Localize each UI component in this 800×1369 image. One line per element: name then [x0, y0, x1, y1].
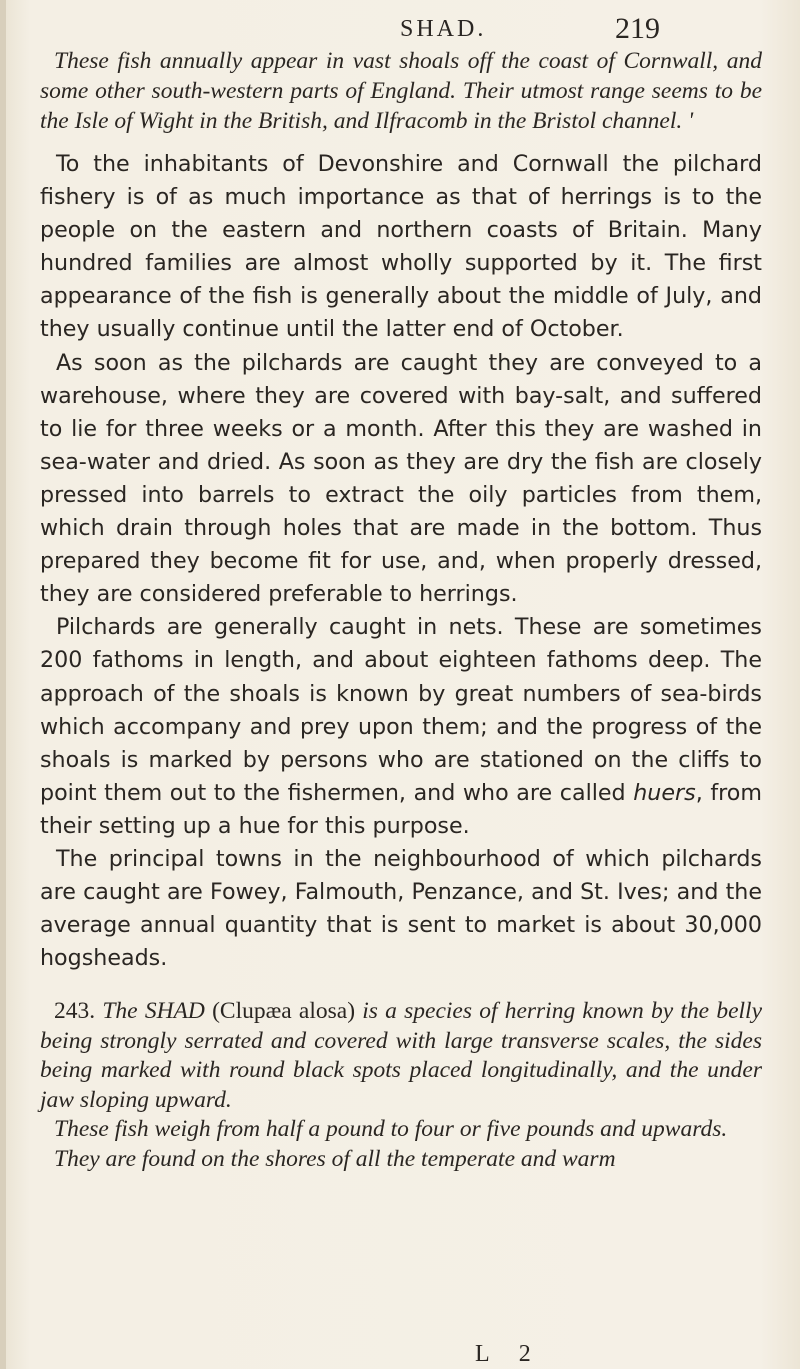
entry-number: 243. — [54, 998, 96, 1025]
nets-text-before: Pilchards are generally caught in nets. These are sometimes 200 fathoms in length, and about eighteen fathoms deep. The approach of the shoals is known by great numbers of sea-birds which accompany and prey upon them; and the progress of the shoals is marked by persons who are stationed on the cliffs to point them out to the fishermen, and who are called — [40, 614, 762, 806]
entry-name-prefix: The — [102, 998, 138, 1025]
page-header — [0, 6, 800, 46]
paragraph-curing: As soon as the pilchards are caught they are conveyed to a warehouse, where they are covered with bay-salt, and suffered to lie for three weeks or a month. After this they are washed in sea-water and dried. As soon as they are dry the fish are closely pressed into barrels to extract the oily particles from them, which drain through holes that are made in the bottom. Thus prepared they become fit for use, and, when properly dressed, they are considered preferable to herrings. — [40, 349, 762, 608]
range-note: These fish annually appear in vast shoals off the coast of Cornwall, and some other south-western parts of England. Their utmost range seems to be the Isle of Wight in the British, and Ilfracomb in the Bristol channel. ' — [40, 48, 762, 134]
paragraph-pilchard-fishery: To the inhabitants of Devonshire and Cornwall the pilchard fishery is of as much importance as that of herrings is to the people on the eastern and northern coasts of Britain. Many hundred families are almost wholly supported by it. The first appearance of the fish is generally about the middle of July, and they usually continue until the latter end of October. — [40, 151, 762, 343]
paragraph-nets — [40, 611, 762, 843]
page-gutter — [0, 0, 6, 1369]
paragraph-towns: The principal towns in the neighbourhood of which pilchards are caught are Fowey, Falmouth, Penzance, and St. Ives; and the average annual quantity that is sent to market is about 30,000 hogsheads. — [40, 845, 762, 972]
running-head: SHAD. — [400, 16, 487, 42]
page-number: 219 — [615, 12, 660, 45]
page-body — [40, 46, 762, 1174]
huers-term: huers — [633, 779, 696, 806]
shad-weight: These fish weigh from half a pound to four or five pounds and upwards. — [54, 1116, 728, 1143]
nets-text-after: , from their setting up a hue for this purpose. — [40, 779, 762, 839]
shad-entry — [40, 997, 762, 1115]
shad-habitat: They are found on the shores of all the temperate and warm — [54, 1145, 616, 1172]
entry-name: SHAD — [144, 998, 205, 1025]
signature-mark: L 2 — [475, 1341, 543, 1367]
entry-latin: (Clupæa alosa) — [212, 998, 356, 1025]
entry-description: is a species of herring known by the belly being strongly serrated and covered with large transverse scales, the sides being marked with round black spots placed longitudinally, and the under jaw sloping upward. — [40, 998, 762, 1113]
